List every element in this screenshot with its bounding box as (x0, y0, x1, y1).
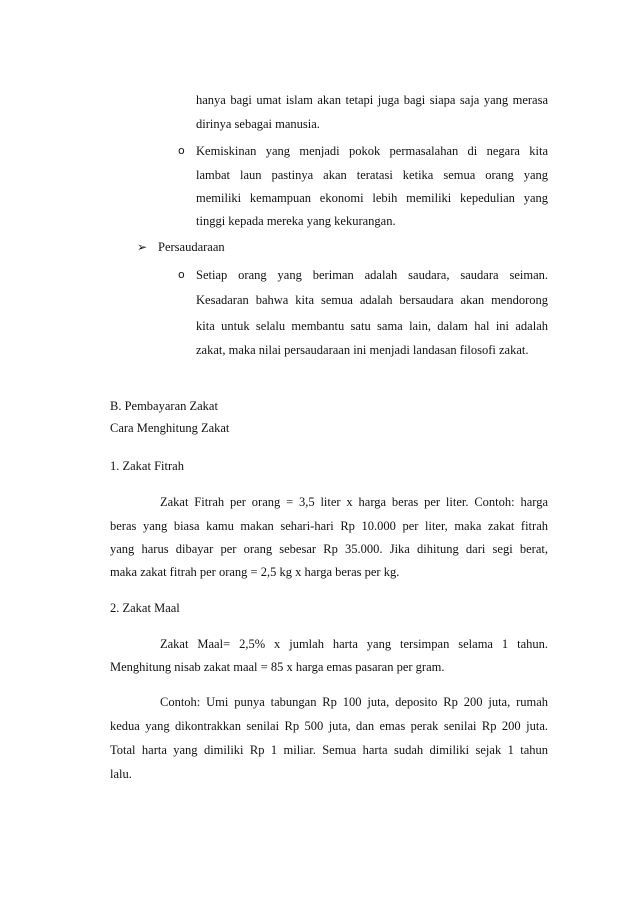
subsection-heading: 1. Zakat Fitrah (110, 459, 184, 473)
section-heading: Persaudaraan (158, 240, 225, 254)
subsection-heading: 2. Zakat Maal (110, 601, 180, 615)
section-subtitle: Cara Menghitung Zakat (110, 421, 230, 435)
text-line: dirinya sebagai manusia. (196, 117, 320, 131)
text-line: Setiap orang yang beriman adalah saudara, saudara seiman. (196, 268, 548, 282)
arrow-bullet-icon: ➢ (137, 240, 148, 254)
circle-bullet-icon: o (178, 144, 185, 157)
text-line: Kemiskinan yang menjadi pokok permasalahan di negara kita (196, 144, 548, 158)
text-line: Kesadaran bahwa kita semua adalah bersaudara akan mendorong (196, 293, 548, 307)
text-line: lalu. (110, 767, 132, 781)
circle-bullet-icon: o (178, 268, 185, 281)
text-line: maka zakat fitrah per orang = 2,5 kg x harga beras per kg. (110, 565, 400, 579)
text-line: yang harus dibayar per orang sebesar Rp 35.000. Jika dihitung dari segi berat, (110, 542, 548, 556)
text-line: kedua yang dikontrakkan senilai Rp 500 juta, dan emas perak senilai Rp 200 juta. (110, 719, 548, 733)
text-line: Zakat Fitrah per orang = 3,5 liter x harga beras per liter. Contoh: harga (160, 495, 548, 509)
text-line: Contoh: Umi punya tabungan Rp 100 juta, deposito Rp 200 juta, rumah (160, 695, 548, 709)
text-line: zakat, maka nilai persaudaraan ini menjadi landasan filosofi zakat. (196, 343, 529, 357)
text-line: Zakat Maal= 2,5% x jumlah harta yang tersimpan selama 1 tahun. (160, 637, 548, 651)
text-line: beras yang biasa kamu makan sehari-hari Rp 10.000 per liter, maka zakat fitrah (110, 519, 548, 533)
text-line: hanya bagi umat islam akan tetapi juga bagi siapa saja yang merasa (196, 93, 548, 107)
text-line: lambat laun pastinya akan teratasi ketika semua orang yang (196, 168, 548, 182)
text-line: kita untuk selalu membantu satu sama lain, dalam hal ini adalah (196, 319, 548, 333)
text-line: Menghitung nisab zakat maal = 85 x harga emas pasaran per gram. (110, 660, 445, 674)
section-title: B. Pembayaran Zakat (110, 399, 218, 413)
text-line: Total harta yang dimiliki Rp 1 miliar. Semua harta sudah dimiliki sejak 1 tahun (110, 743, 548, 757)
text-line: memiliki kemampuan ekonomi lebih memiliki kepedulian yang (196, 191, 548, 205)
text-line: tinggi kepada mereka yang kekurangan. (196, 214, 396, 228)
